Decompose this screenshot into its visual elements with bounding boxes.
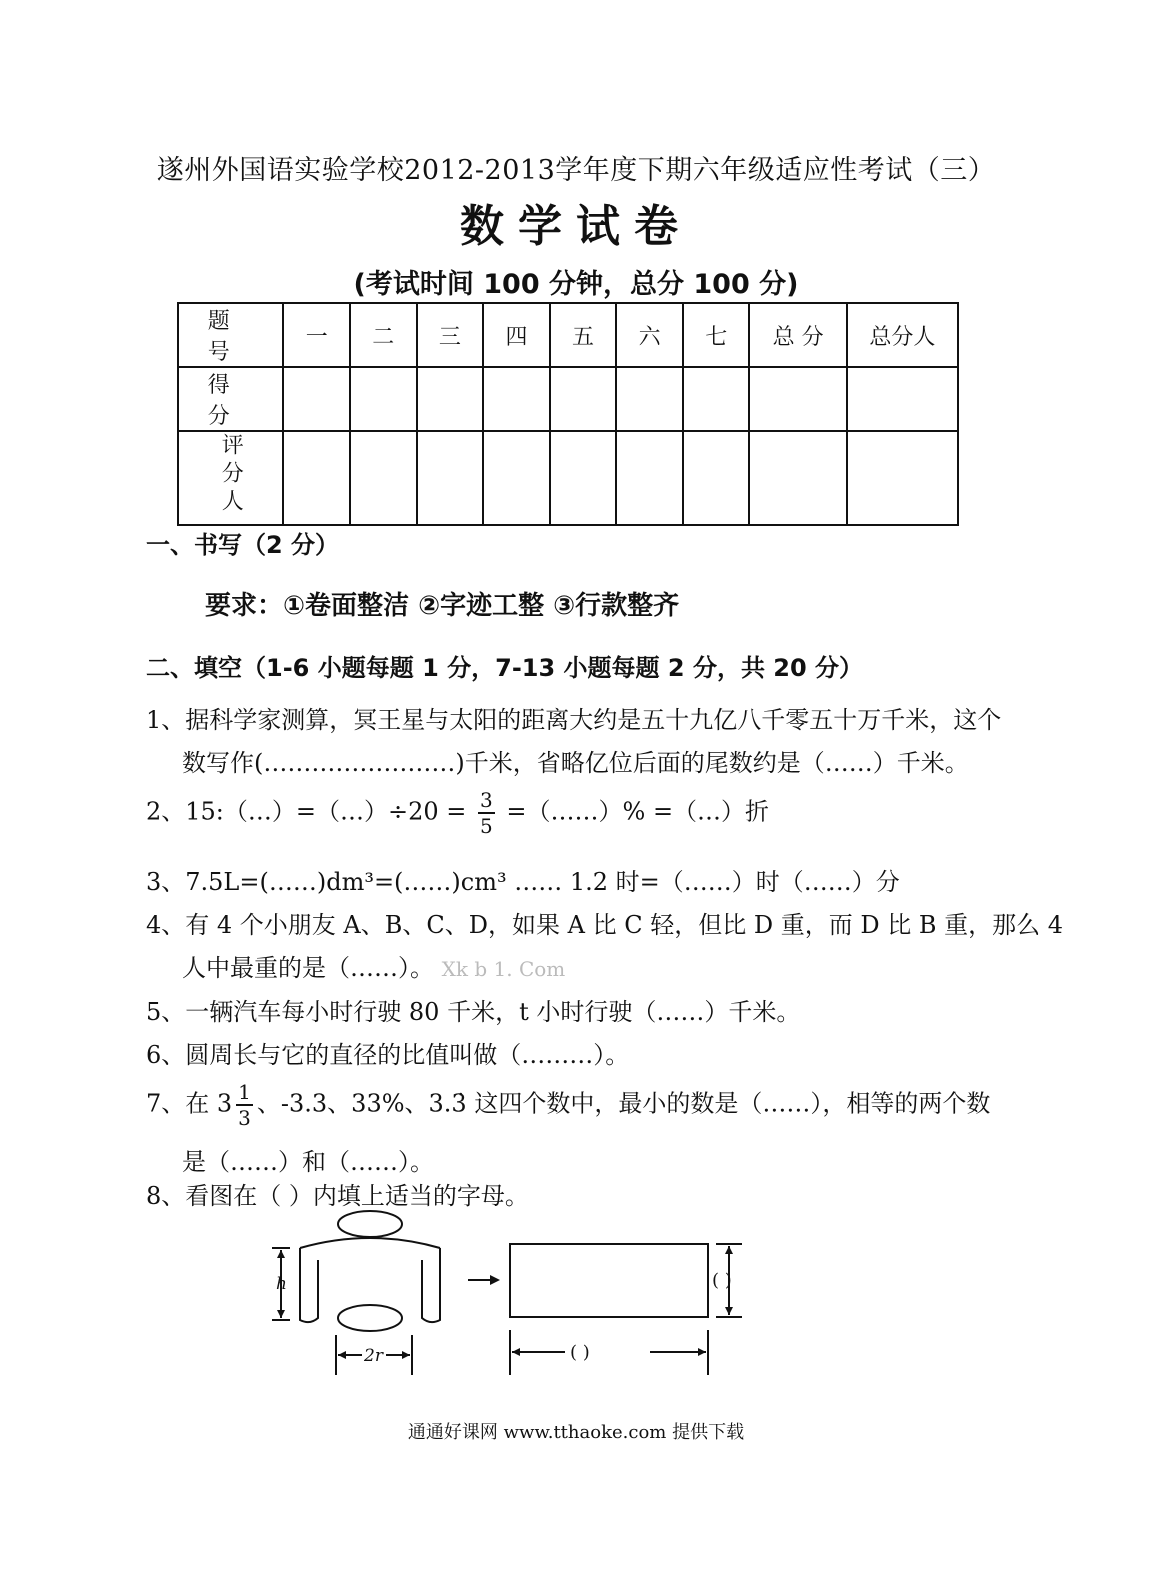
cylinder-right-wall [422, 1248, 440, 1322]
col-header: 一 [283, 303, 350, 367]
arrowhead [725, 1246, 733, 1254]
bottom-blank: ( ) [570, 1342, 590, 1363]
arrowhead [402, 1351, 410, 1359]
bottom-circle [338, 1305, 402, 1331]
cylinder-left-wall [300, 1248, 318, 1322]
col-header: 三 [417, 303, 484, 367]
col-header: 六 [616, 303, 683, 367]
right-blank: ( ) [712, 1270, 732, 1291]
exam-info: (考试时间 100 分钟，总分 100 分) [353, 269, 799, 300]
row-label-question-no: 题 号 [178, 303, 283, 367]
page-title: 数学试卷 [460, 201, 692, 252]
question-1-line2: 数写作(……………………)千米，省略亿位后面的尾数约是（……）千米。 [182, 749, 969, 777]
col-header: 四 [483, 303, 550, 367]
exam-subtitle: 遂州外国语实验学校2012-2013学年度下期六年级适应性考试（三） [156, 155, 996, 186]
question-5: 5、一辆汽车每小时行驶 80 千米，t 小时行驶（……）千米。 [146, 998, 801, 1026]
col-header: 总 分 [749, 303, 846, 367]
fraction-denominator: 5 [480, 814, 493, 838]
col-header: 五 [550, 303, 617, 367]
cylinder-top-curve [300, 1238, 440, 1248]
unrolled-rectangle [510, 1244, 708, 1317]
question-7-pre: 7、在 3 [146, 1089, 233, 1118]
section1-heading: 一、书写（2 分） [146, 531, 340, 559]
question-4-line2-text: 人中最重的是（……）。 [182, 954, 434, 982]
fraction-denominator: 3 [238, 1106, 251, 1130]
row-label-grader-text: 评分人 [218, 433, 244, 517]
question-7-post: 、-3.3、33%、3.3̇ 这四个数中，最小的数是（……），相等的两个数 [256, 1089, 991, 1118]
col-header: 七 [683, 303, 750, 367]
fraction-numerator: 1 [238, 1080, 251, 1104]
question-2-pre: 2、15:（…）=（…）÷20 = [146, 797, 467, 826]
footer-text: 通通好课网 www.tthaoke.com 提供下载 [407, 1422, 745, 1443]
arrowhead [490, 1275, 500, 1285]
question-1-line1: 1、据科学家测算，冥王星与太阳的距离大约是五十九亿八千零五十万千米，这个 [146, 706, 1002, 734]
arrowhead [277, 1310, 285, 1318]
col-header: 二 [350, 303, 417, 367]
question-8: 8、看图在（ ）内填上适当的字母。 [146, 1182, 529, 1210]
fraction-numerator: 3 [480, 788, 493, 812]
row-label-score: 得 分 [178, 367, 283, 431]
arrowhead [277, 1250, 285, 1258]
h-label: h [276, 1274, 287, 1294]
watermark-text: Xk b 1. Com [441, 957, 566, 981]
section2-heading: 二、填空（1-6 小题每题 1 分，7-13 小题每题 2 分，共 20 分） [146, 654, 864, 682]
arrowhead [725, 1307, 733, 1315]
question-2-post: =（……）% =（…）折 [506, 797, 770, 826]
question-7-line2: 是（……）和（……）。 [182, 1148, 434, 1176]
question-3: 3、7.5L=(……)dm³=(……)cm³ …… 1.2 时=（……）时（……）分 [146, 868, 900, 896]
section1-requirement: 要求：①卷面整洁 ②字迹工整 ③行款整齐 [205, 591, 680, 621]
question-6: 6、圆周长与它的直径的比值叫做（………）。 [146, 1041, 630, 1069]
diameter-label: 2r [364, 1346, 383, 1366]
col-header: 总分人 [847, 303, 958, 367]
arrowhead [338, 1351, 346, 1359]
top-circle [338, 1211, 402, 1237]
arrowhead [698, 1348, 706, 1356]
question-4-line1: 4、有 4 个小朋友 A、B、C、D，如果 A 比 C 轻，但比 D 重，而 D 比 B 重，那么 4 [146, 911, 1064, 939]
arrowhead [512, 1348, 520, 1356]
